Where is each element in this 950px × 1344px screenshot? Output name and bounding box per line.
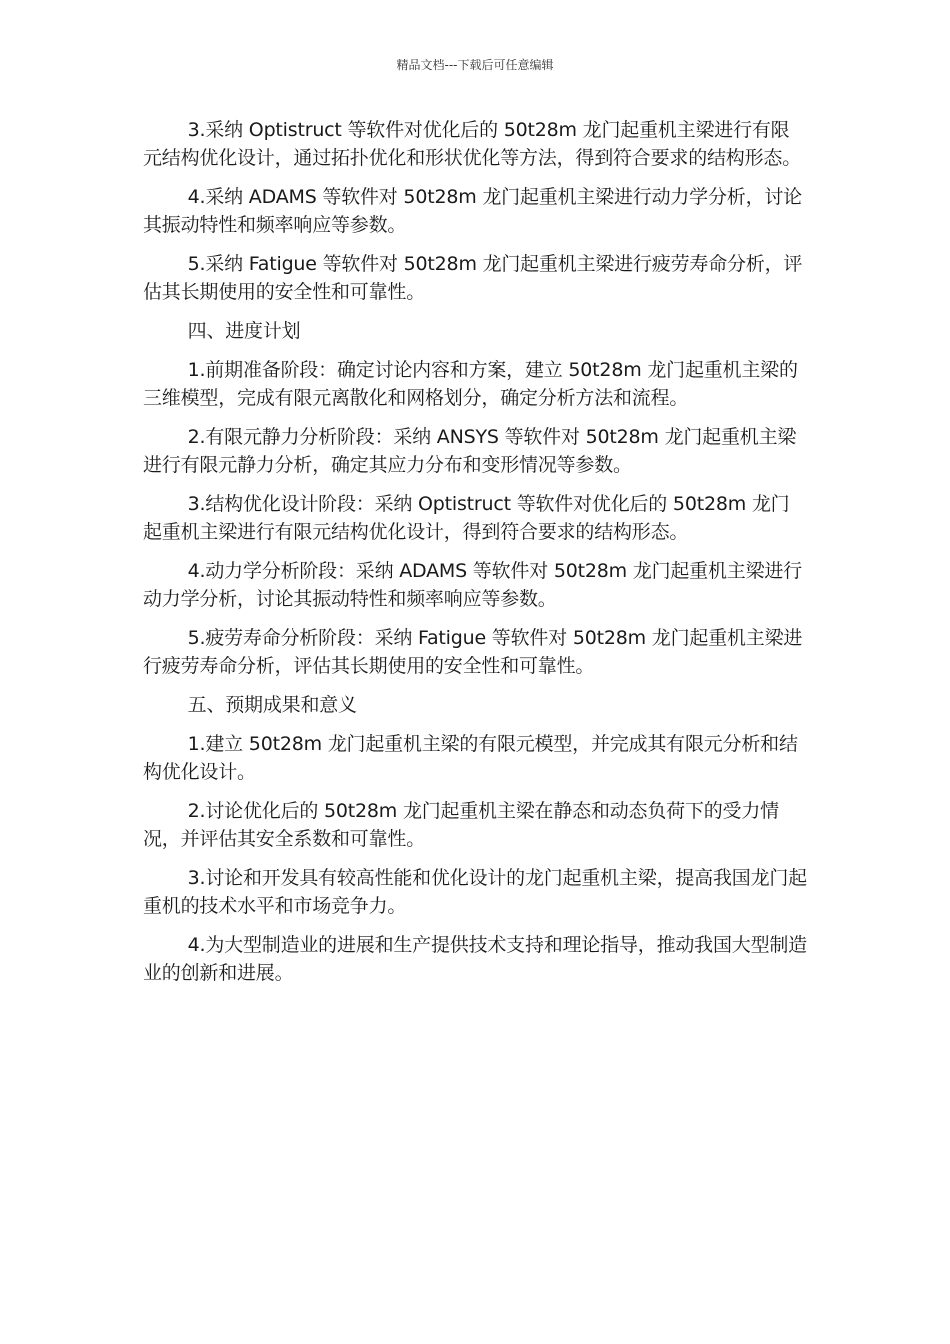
paragraph: 5.采纳 Fatigue 等软件对 50t28m 龙门起重机主梁进行疲劳寿命分析，评估其长期使用的安全性和可靠性。 — [143, 253, 803, 303]
paragraph: 1.建立 50t28m 龙门起重机主梁的有限元模型，并完成其有限元分析和结构优化设计。 — [143, 733, 798, 783]
paragraph: 5.疲劳寿命分析阶段：采纳 Fatigue 等软件对 50t28m 龙门起重机主梁进行疲劳寿命分析，评估其长期使用的安全性和可靠性。 — [143, 627, 803, 677]
paragraph: 2.有限元静力分析阶段：采纳 ANSYS 等软件对 50t28m 龙门起重机主梁进行有限元静力分析，确定其应力分布和变形情况等参数。 — [143, 426, 797, 476]
section-heading: 四、进度计划 — [187, 320, 301, 342]
paragraph: 4.为大型制造业的进展和生产提供技术支持和理论指导，推动我国大型制造业的创新和进展。 — [143, 934, 807, 984]
paragraph: 3.结构优化设计阶段：采纳 Optistruct 等软件对优化后的 50t28m 龙门起重机主梁进行有限元结构优化设计，得到符合要求的结构形态。 — [143, 493, 790, 543]
paragraph: 2.讨论优化后的 50t28m 龙门起重机主梁在静态和动态负荷下的受力情况，并评估其安全系数和可靠性。 — [143, 800, 779, 850]
document-body — [143, 116, 808, 998]
paragraph: 3.讨论和开发具有较高性能和优化设计的龙门起重机主梁，提高我国龙门起重机的技术水平和市场竞争力。 — [143, 867, 807, 917]
paragraph: 1.前期准备阶段：确定讨论内容和方案，建立 50t28m 龙门起重机主梁的三维模型，完成有限元离散化和网格划分，确定分析方法和流程。 — [143, 359, 798, 409]
page-header: 精品文档---下载后可任意编辑 — [396, 58, 554, 72]
paragraph: 4.动力学分析阶段：采纳 ADAMS 等软件对 50t28m 龙门起重机主梁进行动力学分析，讨论其振动特性和频率响应等参数。 — [143, 560, 802, 610]
paragraph: 3.采纳 Optistruct 等软件对优化后的 50t28m 龙门起重机主梁进行有限元结构优化设计，通过拓扑优化和形状优化等方法，得到符合要求的结构形态。 — [143, 119, 802, 169]
paragraph: 4.采纳 ADAMS 等软件对 50t28m 龙门起重机主梁进行动力学分析，讨论其振动特性和频率响应等参数。 — [143, 186, 802, 236]
section-heading: 五、预期成果和意义 — [187, 694, 357, 716]
